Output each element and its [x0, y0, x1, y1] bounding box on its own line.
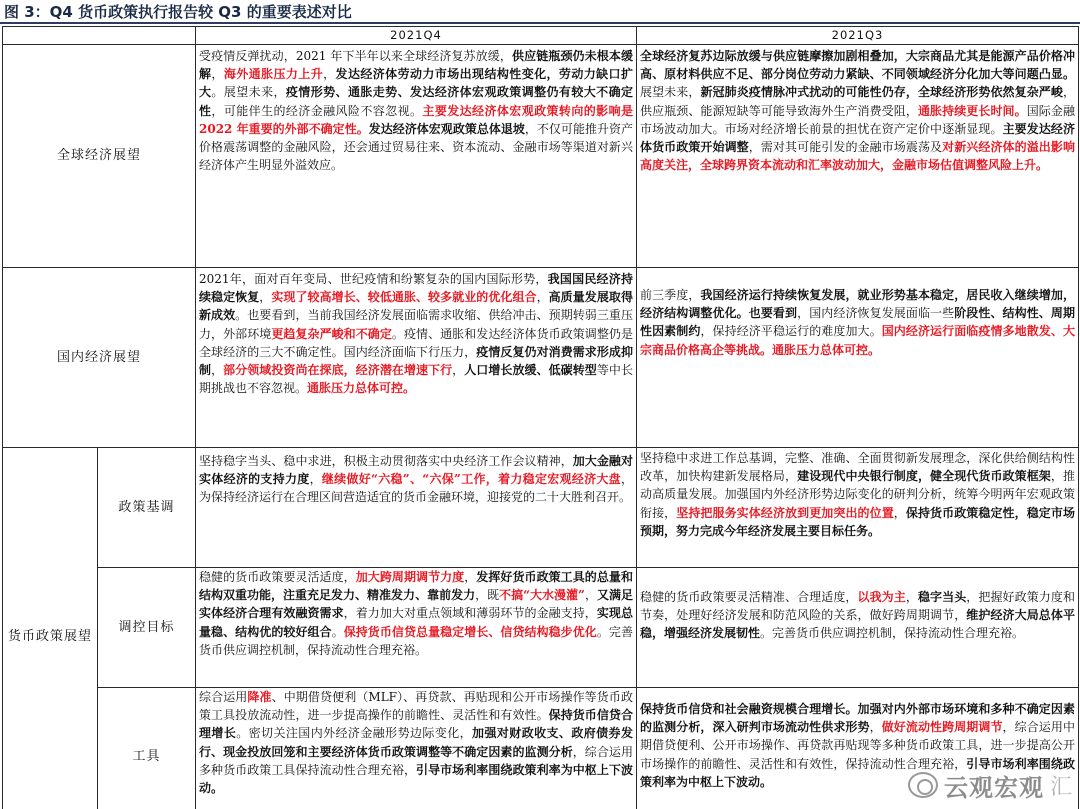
body-text: ，把握好政策力度和节奏，处理好经济发展和防范风险的关系，做好跨周期调节， [640, 590, 1075, 623]
body-text: 国际金融市场波动加大。市场对经济增长前景的担忧在资产定价中逐渐显现。 [640, 103, 1075, 136]
body-text: ， [211, 363, 224, 378]
row-label-domestic: 国内经济展望 [3, 268, 196, 448]
highlight-text: 通胀持续更长时间。 [917, 103, 1027, 118]
emphasis-text: 也要看到 [748, 306, 798, 321]
header-q4: 2021Q4 [196, 27, 637, 45]
body-text: 坚持稳字当头、稳中求进，积极主动贯彻落实中央经济工作会议精神， [199, 454, 573, 468]
body-text: ， [211, 67, 224, 82]
emphasis-text: 引导市场利率围绕政策利率为中枢上下波动。 [640, 756, 1075, 789]
row-label-policy-group: 货币政策展望 [3, 448, 98, 809]
body-text: ，综合运用多种货币政策工具保持流动性合理充裕， [199, 744, 633, 777]
emphasis-text: 实现总量稳、结构优的较好组合 [199, 606, 633, 639]
watermark-text-2: 汇 [1049, 774, 1074, 800]
body-text: ，需对其可能引发的金融市场震荡及 [748, 140, 943, 155]
body-text: 2021年，面对百年变局、世纪疫情和纷繁复杂的国内国际形势， [199, 272, 548, 286]
body-text: ， [536, 290, 549, 305]
header-row [3, 27, 1079, 45]
body-text: ， [323, 67, 336, 82]
body-text: 稳健的货币政策要灵活适度， [199, 570, 356, 584]
row-domestic-outlook [3, 268, 1079, 448]
row-policy-basic [3, 448, 1079, 568]
row-label-basic: 政策基调 [98, 448, 196, 568]
highlight-text: 不搞“大水漫灌” [499, 588, 585, 603]
emphasis-text: 保持货币政策稳定性，稳定市场预期，努力完成今年经济发展主要目标任务。 [640, 505, 1075, 538]
wechat-logo-icon [908, 772, 938, 798]
body-text: ， [869, 720, 882, 735]
header-q3: 2021Q3 [637, 27, 1079, 45]
emphasis-text: 又满足实体经济合理有效融资需求 [199, 588, 633, 621]
cell-target-q4 [196, 568, 637, 688]
body-text: 。密切关注国内外经济金融形势边际变化， [236, 726, 473, 741]
emphasis-text: 发达经济体劳动力市场出现结构性变化，劳动力缺口扩大 [199, 67, 633, 100]
highlight-text: 坚持把服务实体经济放到更加突出的位置 [676, 505, 894, 520]
highlight-text: 降准 [247, 690, 272, 704]
row-label-global: 全球经济展望 [3, 45, 196, 268]
comparison-table [2, 26, 1079, 809]
emphasis-text: 人口增长放缓、低碳转型 [464, 363, 597, 378]
title-underline [0, 22, 1080, 24]
body-text: 。展望未来， [211, 85, 286, 100]
watermark [908, 765, 1074, 805]
body-text: ，保持经济平稳运行的难度加大。 [700, 324, 882, 339]
body-text: ， [452, 363, 465, 378]
figure-title-text: 图 3：Q4 货币政策执行报告较 Q3 的重要表述对比 [4, 3, 352, 21]
row-policy-target [3, 568, 1079, 688]
body-text: 。完善货币供应调控机制，保持流动性合理充裕。 [199, 624, 633, 657]
row-global-outlook [3, 45, 1079, 268]
body-text: 、中期借贷便利（MLF）、再贷款、再贴现和公开市场操作等货币政策工具投放流动性，进一步提高操作的前瞻性、灵活性和有效性。 [199, 690, 633, 723]
body-text: 。 [331, 624, 344, 639]
emphasis-text: 加强对财政收支、政府债券发行、现金投放回笼和主要经济体货币政策调整等不确定因素的监测分析 [199, 726, 633, 759]
emphasis-text: 主要发达经济体货币政策开始调整 [640, 121, 1075, 155]
emphasis-text: 建设现代中央银行制度，健全现代货币政策框架 [797, 469, 1051, 484]
body-text: 。完善货币供应调控机制，保持流动性合理充裕。 [760, 626, 1025, 641]
body-text: 展望未来， [640, 85, 701, 100]
highlight-text: 以我为主 [857, 590, 906, 604]
body-text: ， [584, 588, 597, 603]
emphasis-text: 引导市场利率围绕政策利率为中枢上下波动。 [199, 762, 633, 796]
cell-domestic-q4 [196, 268, 637, 448]
body-text: ，国内经济恢复发展面临一些 [797, 306, 955, 321]
emphasis-text: 加强对内外部市场环境和多种不确定因素的监测分析，深入研判市场流动性供求形势 [640, 702, 1075, 735]
cell-domestic-q3 [637, 268, 1079, 448]
emphasis-text: 发达经济体宏观政策总体退坡 [368, 121, 525, 136]
emphasis-text: 维护经济大局总体平稳，增强经济发展韧性 [640, 608, 1075, 641]
emphasis-text: 疫情反复仍对消费需求形成抑制 [199, 344, 633, 378]
emphasis-text: 保持货币信贷合理增长 [199, 708, 633, 741]
body-text: 等中长期挑战也不容忽视。 [199, 363, 633, 396]
body-text: ， [309, 472, 322, 487]
body-text: ，着力加大对重点领域和薄弱环节的金融支持， [343, 606, 597, 621]
body-text: ，为保持经济运行在合理区间营造适宜的货币金融环境，迎接党的二十大胜利召开。 [199, 472, 633, 505]
emphasis-text: 保持货币信贷和社会融资规模合理增长。 [640, 702, 858, 716]
emphasis-text: 全球经济复苏边际放缓与供应链摩擦加剧相叠加，大宗商品尤其是能源产品价格冲高、原材料供应不足、部分岗位劳动力紧缺、不同领域经济分化加大等问题凸显。 [640, 49, 1075, 82]
emphasis-text: 发挥好货币政策工具的总量和结构双重功能，注重充足发力、精准发力、靠前发力 [199, 570, 633, 603]
highlight-text: 通胀压力总体可控。 [307, 381, 416, 396]
body-text: ，不仅可能推升资产价格震荡调整的金融风险，还会通过贸易往来、资本流动、金融市场等渠道对新兴经济体产生明显外溢效应。 [199, 121, 633, 173]
highlight-text: 继续做好“六稳”、“六保”工作，着力稳定宏观经济大盘 [321, 472, 621, 487]
highlight-text: 国内经济运行面临疫情多地散发、大宗商品价格高企等挑战。通胀压力总体可控。 [640, 324, 1075, 357]
emphasis-text: 加大金融对实体经济的支持力度 [199, 454, 633, 487]
figure-title [0, 0, 1080, 24]
highlight-text: 做好流动性跨周期调节 [881, 720, 1003, 735]
row-label-tools: 工具 [98, 688, 196, 809]
highlight-text: 更趋复杂严峻和不确定 [271, 326, 392, 341]
cell-target-q3 [637, 568, 1079, 688]
highlight-text: 海外通胀压力上升 [223, 67, 324, 82]
emphasis-text: 疫情形势、通胀走势、发达经济体宏观政策调整仍有较大不确定性 [199, 85, 633, 118]
emphasis-text: 我国经济运行持续恢复发展，就业形势基本稳定，居民收入继续增加，经济结构调整优化。 [640, 288, 1075, 321]
highlight-text: 实现了较高增长、较低通胀、较多就业的优化组合 [271, 290, 537, 305]
body-text: 前三季度， [640, 288, 701, 302]
emphasis-text: 新冠肺炎疫情脉冲式扰动的可能性仍存，全球经济形势依然复杂严峻 [700, 85, 1063, 100]
body-text: ， [259, 290, 272, 305]
body-text: ， [893, 505, 906, 520]
cell-tools-q4 [196, 688, 637, 809]
highlight-text: 对新兴经济体的溢出影响高度关注，全球跨界资本流动和汇率波动加大，金融市场估值调整风险上升。 [640, 140, 1075, 173]
body-text: 受疫情反弹扰动，2021 年下半年以来全球经济复苏放缓， [199, 49, 512, 63]
highlight-text: 加大跨周期调节力度 [355, 570, 465, 584]
highlight-text: 部分领域投资尚在探底，经济潜在增速下行 [223, 363, 453, 378]
body-text: 稳健的货币政策要灵活精准、合理适度， [640, 590, 858, 604]
body-text: ， [464, 570, 477, 584]
body-text: ，可能伴生的经济金融风险不容忽视。 [211, 103, 423, 118]
cell-global-q3 [637, 45, 1079, 268]
body-text: 综合运用 [199, 690, 248, 704]
emphasis-text: 供应链瓶颈仍未根本缓解 [199, 49, 633, 82]
watermark-text: 云观宏观 [943, 773, 1044, 802]
header-corner [3, 27, 196, 45]
emphasis-text: 我国国民经济持续稳定恢复 [199, 272, 633, 305]
body-text: ，供应瓶颈、能源短缺等可能导致海外生产消费受阻， [640, 85, 1075, 118]
body-text: 。也要看到，当前我国经济发展面临需求收缩、供给冲击、预期转弱三重压力，外部环境 [199, 308, 633, 341]
emphasis-text: 稳字当头 [917, 590, 967, 604]
emphasis-text: 阶段性、结构性、周期性因素制约 [640, 306, 1075, 339]
body-text: ，既 [475, 588, 500, 603]
body-text: ，综合运用中期借贷便利、公开市场操作、再贷款再贴现等多种货币政策工具，进一步提高公开市场操作的前瞻性、灵活性和有效性，保持流动性合理充裕， [640, 720, 1075, 771]
body-text: ， [905, 590, 918, 604]
cell-basic-q4 [196, 448, 637, 568]
body-text: 。疫情、通胀和发达经济体货币政策调整仍是全球经济的三大不确定性。国内经济面临下行压力， [199, 326, 633, 359]
row-label-target: 调控目标 [98, 568, 196, 688]
highlight-text: 保持货币信贷总量稳定增长、信贷结构稳步优化 [343, 624, 597, 639]
cell-global-q4 [196, 45, 637, 268]
emphasis-text: 高质量发展取得新成效 [199, 290, 633, 323]
cell-basic-q3 [637, 448, 1079, 568]
body-text: 坚持稳中求进工作总基调，完整、准确、全面贯彻新发展理念，深化供给侧结构性改革，加快构建新发展格局， [640, 451, 1075, 484]
highlight-text: 主要发达经济体宏观政策转向的影响是 2022 年重要的外部不确定性。 [199, 103, 633, 136]
body-text: ，推动高质量发展。加强国内外经济形势边际变化的研判分析，统筹今明两年宏观政策衔接， [640, 469, 1075, 520]
